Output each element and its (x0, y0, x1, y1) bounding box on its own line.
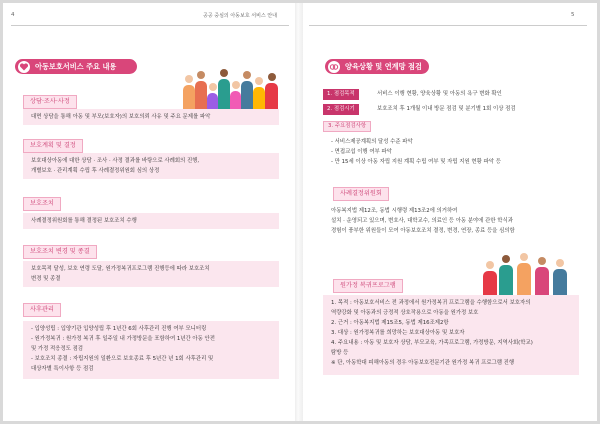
header-divider (11, 25, 289, 26)
page-number: 5 (571, 12, 575, 18)
page-number: 4 (11, 12, 15, 18)
step-tag: 3. 주요점검사항 (323, 121, 371, 132)
section-box-aftercare: - 입양성립 : 입양기관 입양성립 후 1년간 6회 사후관리 진행 여부 모니터링 - 원가정복귀 : 원가정 복귀 후 일주일 내 가정방문을 포함하여 1년간 아동 안전 및 가정 적응정도 점검 - 보호조치 종결 : 자립지원의 일환으로 보호종료 후 5년간 년 1회 사후관리 및 대상자별 특이사항 등 점검 (23, 321, 279, 379)
celebration-illustration (483, 253, 579, 295)
heart-icon (18, 61, 30, 73)
section-tag-program: 원가정 복귀프로그램 (333, 279, 403, 293)
section-tag-measure: 보호조치 (23, 197, 61, 211)
section-box-plan: 보호대상아동에 대한 상담 · 조사 · 사정 결과를 바탕으로 사례회의 진행, 개별보호 · 관리계획 수립 후 사례결정위원회 심의 상정 (23, 153, 279, 179)
section-tag-aftercare: 사후관리 (23, 303, 61, 317)
header-divider (309, 25, 587, 26)
booklet-spread (3, 3, 597, 421)
step-tag: 1. 점검목적 (323, 89, 359, 100)
running-header: 공공 중심의 아동보호 서비스 안내 (203, 13, 277, 19)
section-tag-plan: 보호계획 및 결정 (23, 139, 83, 153)
section-tag-change: 보호조치 변경 및 종결 (23, 245, 97, 259)
handshake-icon (328, 61, 340, 73)
section-box-counseling: 대면 상담을 통해 아동 및 부모(보호자)의 보호의뢰 사유 및 주요 문제를 파악 (23, 109, 279, 125)
step-tag: 2. 점검시기 (323, 104, 359, 115)
section-box-program: 1. 목적 : 아동보호서비스 전 과정에서 원가정복귀 프로그램을 수행함으로서 보호자의 역량강화 및 아동과의 긍정적 상호작용으로 아동을 원가정 보호 2. 근거 : 아동복지법 제15조5, 동법 제16조제2항 3. 대상 : 원가정복귀를 희망하는 보호대상아동 및 보호자 4. 주요내용 : 아동 및 보호자 상담, 부모교육, 가족프로그램, 가정방문, 지역사회(학교) 탐방 등 ※ 단, 아동학대 피해아동의 경우 아동보호전문기관 원가정 복귀 프로그램 진행 (323, 295, 579, 375)
page-gutter (295, 3, 303, 421)
section-tag-committee: 사례결정위원회 (333, 187, 389, 201)
section-title: 아동보호서비스 주요 내용 (15, 59, 137, 74)
right-page: 5 양육상황 및 연계망 점검 1. 점검목적 서비스 이행 현황, 양육상황 및 아동의 욕구 변화 확인 2. 점검시기 보호조치 후 1개월 이내 방문 점검 및 분기별 1회 이상 점검 3. 주요점검사항 - 서비스제공계획의 달성 수준 파악 - 면접교섭 이행 여부 파악 - 만 15세 이상 아동 자립 지원 계획 수립 여부 및 자립 지원 현황 파악 등 사례결정위원회 아동복지법 제12조, 동법 시행령 제13조2에 의거하여 설치 · 운영되고 있으며, 변호사, 대학교수, 의료인 등 아동 분야에 관한 학식과 경험이 풍부한 위원들이 모여 아동보호조치 결정, 변경, 연장, 종료 등을 심의함 원가정 복귀프로그램 1. 목적 : 아동보호서비스 전 과정에서 원가정복귀 프로그램을 수행함으로서 보호자의 역량강화 및 아동과의 긍정적 상호작용으로 아동을 원가정 보호 2. 근거 : 아동복지법 제15조5, 동법 제16조제2항 3. 대상 : 원가정복귀를 희망하는 보호대상아동 및 보호자 4. 주요내용 : 아동 및 보호자 상담, 부모교육, 가족프로그램, 가정방문, 지역사회(학교) 탐방 등 ※ 단, 아동학대 피해아동의 경우 아동보호전문기관 원가정 복귀 프로그램 진행 (303, 3, 595, 421)
left-page (3, 3, 296, 421)
people-illustration (183, 69, 279, 113)
section-box-measure: 사례결정위원회를 통해 결정된 보호조치 수행 (23, 213, 279, 229)
section-tag-counseling: 상담·조사·사정 (23, 95, 77, 109)
check-items-list: - 서비스제공계획의 달성 수준 파악 - 면접교섭 이행 여부 파악 - 만 15세 이상 아동 자립 지원 계획 수립 여부 및 자립 지원 현황 파악 등 (323, 134, 579, 170)
section-title: 양육상황 및 연계망 점검 (325, 59, 429, 74)
section-box-change: 보호목적 달성, 보호 연령 도달, 원가정복귀프로그램 진행등에 따라 보호조치 변경 및 종결 (23, 261, 279, 287)
section-box-committee: 아동복지법 제12조, 동법 시행령 제13조2에 의거하여 설치 · 운영되고 있으며, 변호사, 대학교수, 의료인 등 아동 분야에 관한 학식과 경험이 풍부한 위원들이 모여 아동보호조치 결정, 변경, 연장, 종료 등을 심의함 (323, 203, 579, 241)
